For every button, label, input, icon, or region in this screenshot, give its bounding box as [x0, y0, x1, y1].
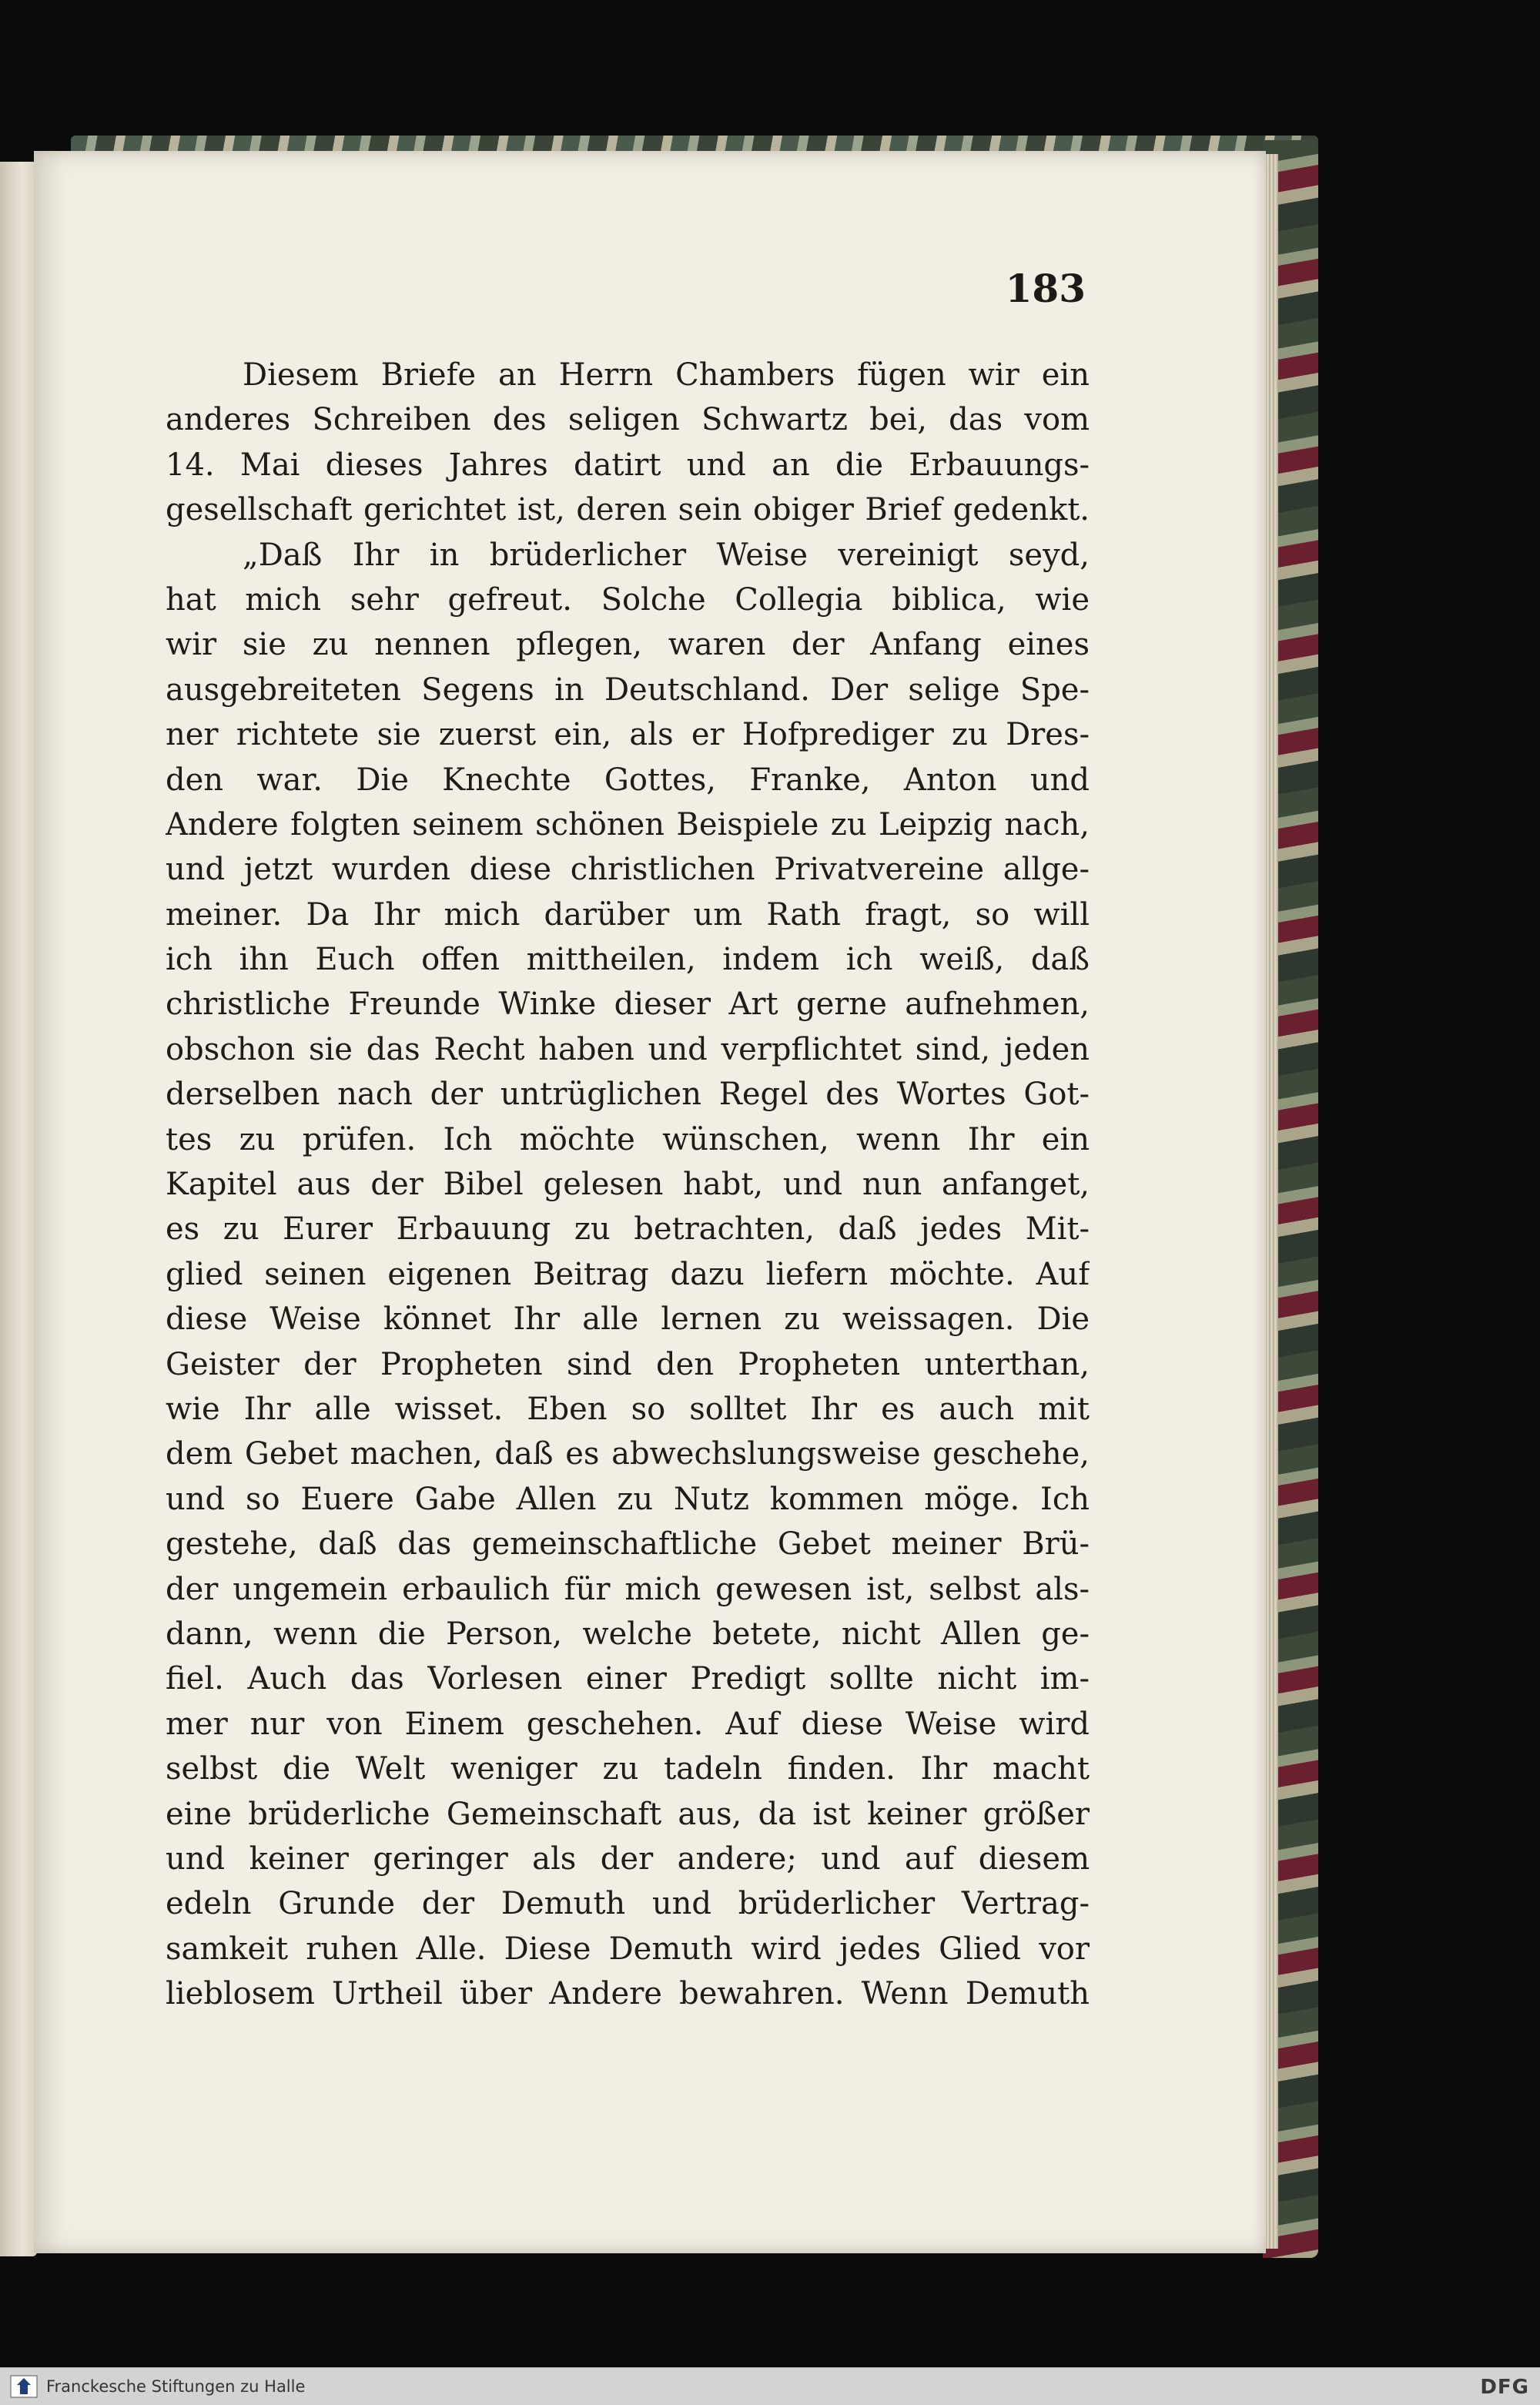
text-line: gesellschaft gerichtet ist, deren sein obiger Brief gedenkt.	[166, 492, 1090, 528]
text-line: tes zu prüfen. Ich möchte wünschen, wenn Ihr ein	[166, 1121, 1090, 1157]
page-number: 183	[1005, 266, 1086, 311]
text-line: samkeit ruhen Alle. Diese Demuth wird jedes Glied vor	[166, 1931, 1090, 1967]
text-line: christliche Freunde Winke dieser Art gerne aufnehmen,	[166, 986, 1090, 1023]
text-line: Geister der Propheten sind den Propheten unterthan,	[166, 1346, 1090, 1382]
text-line: lieblosem Urtheil über Andere bewahren. Wenn Demuth	[166, 1976, 1090, 2012]
text-line: der ungemein erbaulich für mich gewesen ist, selbst als-	[166, 1571, 1090, 1607]
text-line: den war. Die Knechte Gottes, Franke, Anton und	[166, 762, 1090, 798]
text-line: mer nur von Einem geschehen. Auf diese Weise wird	[166, 1706, 1090, 1742]
text-line: eine brüderliche Gemeinschaft aus, da ist keiner größer	[166, 1796, 1090, 1832]
text-line: wie Ihr alle wisset. Eben so solltet Ihr es auch mit	[166, 1391, 1090, 1427]
text-line: glied seinen eigenen Beitrag dazu liefern möchte. Auf	[166, 1256, 1090, 1292]
text-line: diese Weise könnet Ihr alle lernen zu weissagen. Die	[166, 1301, 1090, 1338]
footer-bar	[0, 2367, 1540, 2405]
text-line: dann, wenn die Person, welche betete, nicht Allen ge-	[166, 1616, 1090, 1652]
text-line: meiner. Da Ihr mich darüber um Rath fragt, so will	[166, 896, 1090, 933]
text-line: anderes Schreiben des seligen Schwartz bei, das vom	[166, 402, 1090, 438]
previous-page-edge	[0, 162, 37, 2256]
text-line: und jetzt wurden diese christlichen Privatvereine allge-	[166, 852, 1090, 888]
dfg-logo: DFG	[1480, 2376, 1529, 2399]
text-line: es zu Eurer Erbauung zu betrachten, daß jedes Mit-	[166, 1211, 1090, 1248]
text-line: Diesem Briefe an Herrn Chambers fügen wir ein	[243, 357, 1090, 393]
text-line: wir sie zu nennen pflegen, waren der Anfang eines	[166, 627, 1090, 663]
text-line: und so Euere Gabe Allen zu Nutz kommen möge. Ich	[166, 1481, 1090, 1517]
institution-logo-icon	[9, 2374, 38, 2399]
text-line: derselben nach der untrüglichen Regel des Wortes Got-	[166, 1077, 1090, 1113]
text-line: ausgebreiteten Segens in Deutschland. Der selige Spe-	[166, 672, 1090, 708]
text-line: hat mich sehr gefreut. Solche Collegia biblica, wie	[166, 581, 1090, 618]
text-line: gestehe, daß das gemeinschaftliche Gebet meiner Brü-	[166, 1526, 1090, 1563]
text-line: fiel. Auch das Vorlesen einer Predigt sollte nicht im-	[166, 1661, 1090, 1697]
text-line: Kapitel aus der Bibel gelesen habt, und nun anfanget,	[166, 1167, 1090, 1203]
text-line: ich ihn Euch offen mittheilen, indem ich weiß, daß	[166, 942, 1090, 978]
text-line: „Daß Ihr in brüderlicher Weise vereinigt seyd,	[243, 537, 1090, 573]
text-line: und keiner geringer als der andere; und auf diesem	[166, 1841, 1090, 1877]
page-text	[166, 353, 1090, 2016]
text-line: obschon sie das Recht haben und verpflichtet sind, jeden	[166, 1031, 1090, 1067]
text-line: edeln Grunde der Demuth und brüderlicher Vertrag-	[166, 1886, 1090, 1922]
text-line: dem Gebet machen, daß es abwechslungsweise geschehe,	[166, 1436, 1090, 1472]
text-line: ner richtete sie zuerst ein, als er Hofprediger zu Dres-	[166, 717, 1090, 753]
text-line: selbst die Welt weniger zu tadeln finden. Ihr macht	[166, 1751, 1090, 1787]
text-line: Andere folgten seinem schönen Beispiele zu Leipzig nach,	[166, 806, 1090, 842]
text-line: 14. Mai dieses Jahres datirt und an die Erbauungs-	[166, 447, 1090, 483]
institution-name: Franckesche Stiftungen zu Halle	[46, 2377, 306, 2396]
